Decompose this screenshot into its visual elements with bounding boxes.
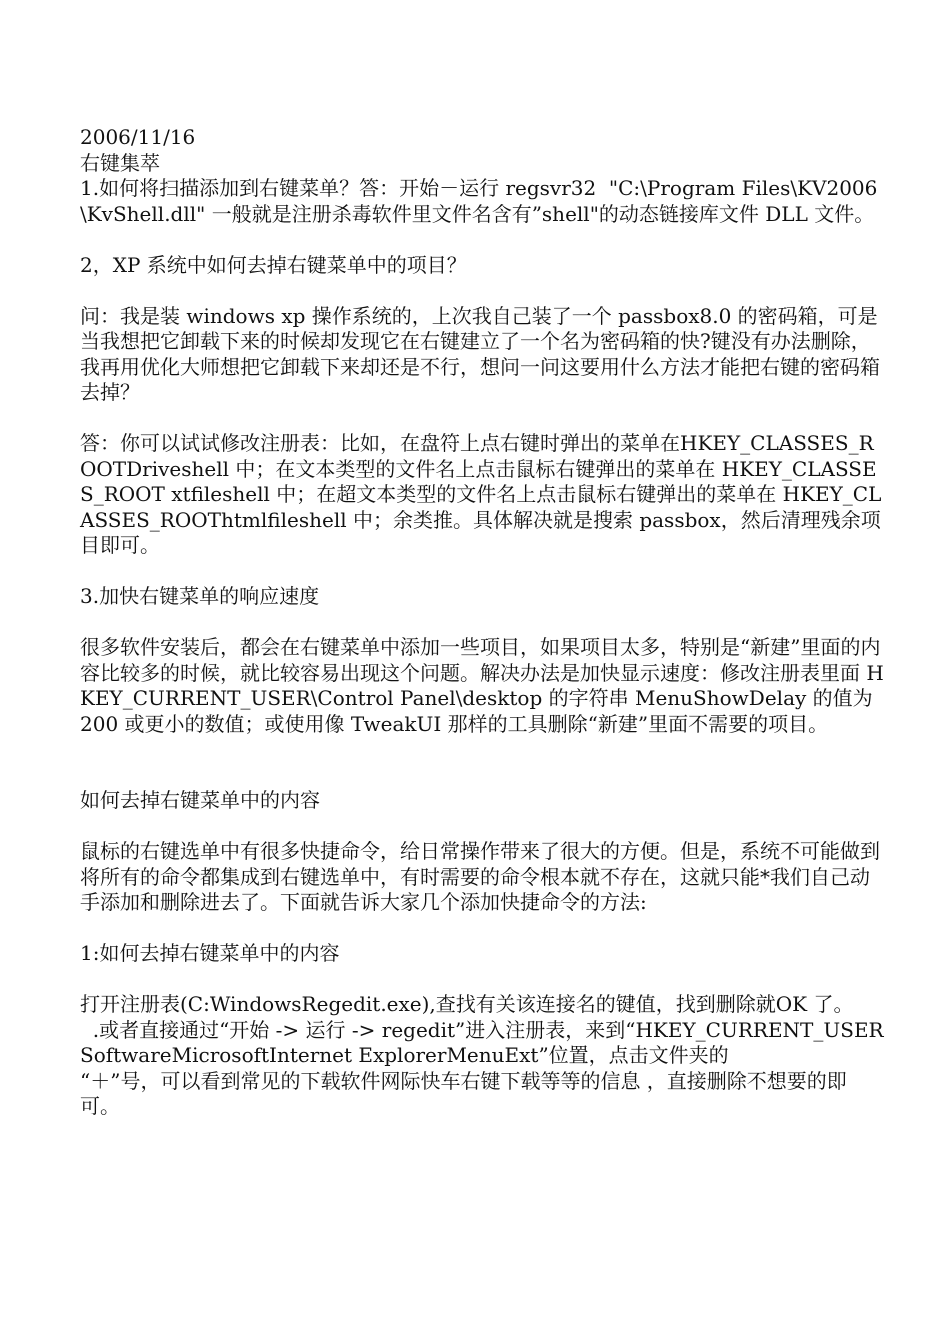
document-title: 右键集萃 xyxy=(80,150,160,175)
spacer xyxy=(80,406,885,432)
item-2-heading: 2，XP 系统中如何去掉右键菜单中的项目？ xyxy=(80,252,467,277)
document-date: 2006/11/16 xyxy=(80,125,196,149)
document-page xyxy=(80,125,885,1120)
sub-1-paragraph-2: .或者直接通过“开始 -> 运行 -> regedit”进入注册表，来到“HKEY_CURRENT_USERSoftwareMicrosoftInternet ExplorerMenuExt”位置，点击文件夹的 xyxy=(80,1017,884,1067)
spacer xyxy=(80,967,885,993)
spacer xyxy=(80,559,885,585)
item-1-text: 1.如何将扫描添加到右键菜单？答：开始－运行 regsvr32 "C:\Program Files\KV2006\KvShell.dll" 一般就是注册杀毒软件里文件名含有”shell"的动态链接库文件 DLL 文件。 xyxy=(80,176,878,226)
spacer xyxy=(80,610,885,636)
sub-1-paragraph-3: “＋”号，可以看到常见的下载软件网际快车右键下载等等的信息 ，直接删除不想要的即可。 xyxy=(80,1068,847,1118)
item-3-heading: 3.加快右键菜单的响应速度 xyxy=(80,584,320,608)
spacer xyxy=(80,227,885,253)
sub-1-paragraph-1: 打开注册表(C:WindowsRegedit.exe),查找有关该连接名的键值，找到删除就OK 了。 xyxy=(80,992,854,1016)
spacer xyxy=(80,814,885,840)
spacer xyxy=(80,278,885,304)
section-2-intro: 鼠标的右键选单中有很多快捷命令，给日常操作带来了很大的方便。但是，系统不可能做到将所有的命令都集成到右键选单中，有时需要的命令根本就不存在，这就只能*我们自己动手添加和删除进去了。下面就告诉大家几个添加快捷命令的方法: xyxy=(80,839,880,914)
item-2-question: 问：我是装 windows xp 操作系统的，上次我自己装了一个 passbox8.0 的密码箱，可是当我想把它卸载下来的时候却发现它在右键建立了一个名为密码箱的快?键没有办法删除，我再用优化大师想把它卸载下来却还是不行，想问一问这要用什么方法才能把右键的密码箱去掉？ xyxy=(80,303,880,404)
spacer xyxy=(80,916,885,942)
spacer xyxy=(80,737,885,788)
item-3-body: 很多软件安装后，都会在右键菜单中添加一些项目，如果项目太多，特别是“新建”里面的内容比较多的时候，就比较容易出现这个问题。解决办法是加快显示速度：修改注册表里面 HKEY_CURRENT_USER\Control Panel\desktop 的字符串 MenuShowDelay 的值为 200 或更小的数值；或使用像 TweakUI 那样的工具删除“新建”里面不需要的项目。 xyxy=(80,635,884,736)
sub-1-heading: 1:如何去掉右键菜单中的内容 xyxy=(80,941,340,965)
section-2-heading: 如何去掉右键菜单中的内容 xyxy=(80,788,320,812)
item-2-answer: 答：你可以试试修改注册表：比如，在盘符上点右键时弹出的菜单在HKEY_CLASSES_ROOTDriveshell 中；在文本类型的文件名上点击鼠标右键弹出的菜单在 HKEY_CLASSES_ROOT xtfileshell 中；在超文本类型的文件名上点击鼠标右键弹出的菜单在 HKEY_CLASSES_ROOThtmlfileshell 中；余类推。具体解决就是搜索 passbox，然后清理残余项目即可。 xyxy=(80,431,882,557)
